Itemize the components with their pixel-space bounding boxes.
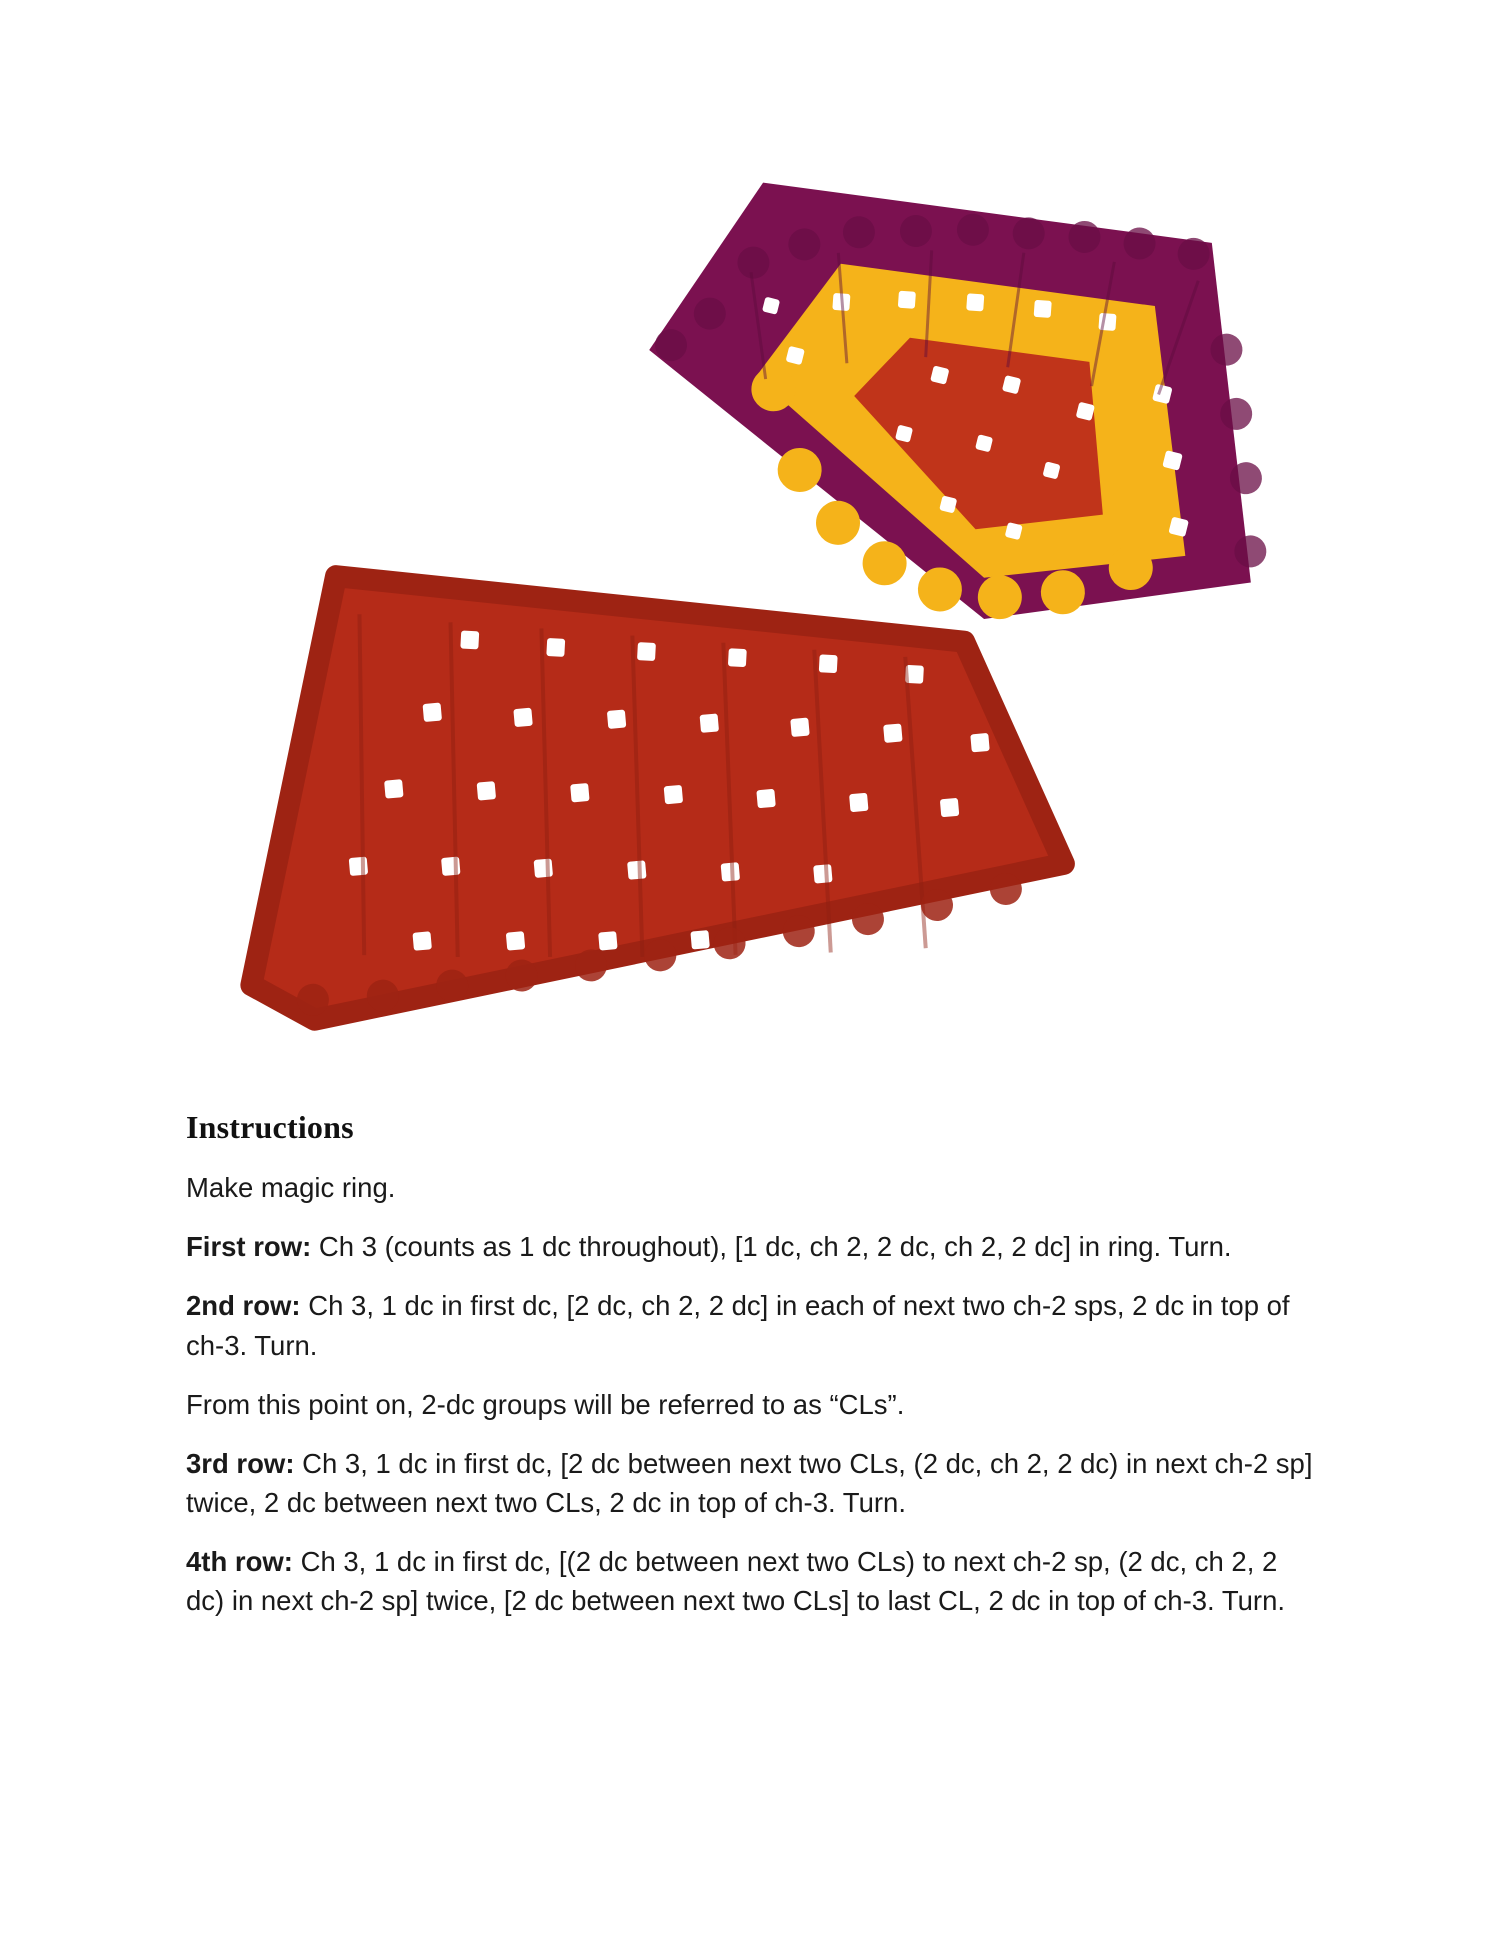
row-label: 4th row: <box>186 1545 293 1577</box>
paragraph-3rd-row <box>186 1444 1321 1522</box>
row-label: First row: <box>186 1231 312 1263</box>
paragraph-text: Ch 3 (counts as 1 dc throughout), [1 dc, ch 2, 2 dc, ch 2, 2 dc] in ring. Turn. <box>311 1231 1232 1263</box>
paragraph-text: From this point on, 2-dc groups will be referred to as “CLs”. <box>186 1388 905 1420</box>
red-granny-swatch <box>175 520 1115 1040</box>
row-label: 3rd row: <box>186 1447 295 1479</box>
paragraph-first-row <box>186 1227 1321 1266</box>
paragraph-text: Ch 3, 1 dc in first dc, [2 dc between next two CLs, (2 dc, ch 2, 2 dc) in next ch-2 sp] twice, 2 dc between next two CLs, 2 dc in top of ch-3. Turn. <box>186 1447 1313 1518</box>
paragraph-note <box>186 1385 1321 1424</box>
paragraph-4th-row <box>186 1542 1321 1620</box>
paragraph-intro <box>186 1168 1321 1207</box>
paragraph-text: Ch 3, 1 dc in first dc, [2 dc, ch 2, 2 dc] in each of next two ch-2 sps, 2 dc in top of ch-3. Turn. <box>186 1290 1290 1361</box>
instructions-section <box>186 1108 1321 1640</box>
page-title: Instructions <box>186 1109 354 1145</box>
paragraph-2nd-row <box>186 1286 1321 1364</box>
paragraph-text: Ch 3, 1 dc in first dc, [(2 dc between next two CLs) to next ch-2 sp, (2 dc, ch 2, 2 dc) in next ch-2 sp] twice, [2 dc between next two CLs] to last CL, 2 dc in top of ch-3. Turn. <box>186 1545 1286 1616</box>
paragraph-text: Make magic ring. <box>186 1172 396 1204</box>
row-label: 2nd row: <box>186 1290 301 1322</box>
